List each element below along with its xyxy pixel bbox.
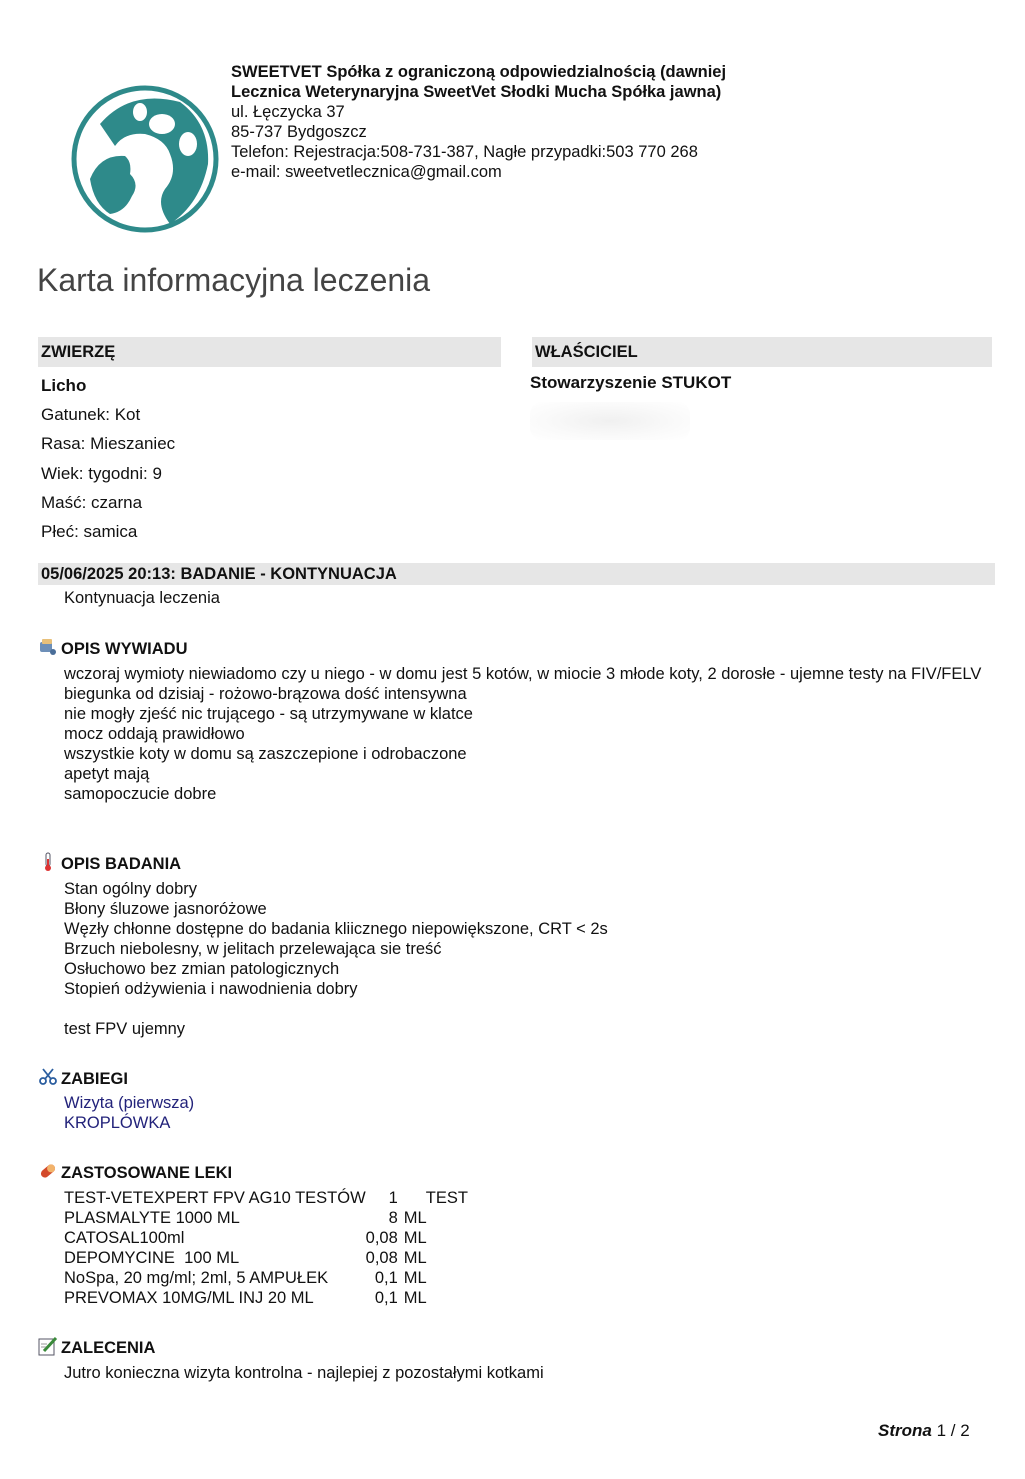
procedures-title: ZABIEGI [61,1070,128,1088]
history-line: wczoraj wymioty niewiadomo czy u niego - w domu jest 5 kotów, w miocie 3 młode koty, 2 dorosłe - ujemne testy na FIV/FELV [64,665,982,683]
drug-qty: 0,1 [374,1269,398,1287]
visit-header: 05/06/2025 20:13: BADANIE - KONTYNUACJA [38,563,995,585]
clinic-city: 85-737 Bydgoszcz [231,123,367,141]
drug-unit: ML [403,1269,427,1287]
exam-line: Stan ogólny dobry [64,880,198,898]
drug-row [64,1208,468,1228]
drug-unit: ML [403,1229,427,1247]
exam-line: test FPV ujemny [64,1020,186,1038]
exam-line: Węzły chłonne dostępne do badania kliicznego niepowiększone, CRT < 2s [64,920,608,938]
history-line: biegunka od dzisiaj - rożowo-brązowa dość intensywna [64,685,467,703]
recommendations-section-title [38,1336,155,1358]
drug-row [64,1288,468,1308]
procedures-section-title [38,1067,128,1089]
drug-name: PREVOMAX 10MG/ML INJ 20 ML [64,1289,314,1307]
drugs-table [64,1188,468,1308]
recommendations-text: Jutro konieczna wizyta kontrolna - najlepiej z pozostałymi kotkami [64,1364,544,1382]
exam-line: Stopień odżywienia i nawodnienia dobry [64,980,358,998]
owner-header: WŁAŚCICIEL [532,337,992,367]
drug-qty: 8 [388,1209,398,1227]
page-label: Strona [878,1421,932,1440]
drug-name: PLASMALYTE 1000 ML [64,1209,240,1227]
clinic-logo [70,84,220,234]
page-current: 1 [936,1421,947,1440]
drugs-section-title [38,1161,232,1183]
drug-row [64,1228,468,1248]
exam-line: Osłuchowo bez zmian patologicznych [64,960,340,978]
clinic-email: e-mail: sweetvetlecznica@gmail.com [231,163,502,181]
drug-qty: 0,1 [374,1289,398,1307]
clinic-name-line2: Lecznica Weterynaryjna SweetVet Słodki Mucha Spółka jawna) [231,83,722,101]
drug-row [64,1248,468,1268]
drug-unit: ML [403,1209,427,1227]
exam-line: Brzuch niebolesny, w jelitach przelewająca sie treść [64,940,442,958]
drug-name: TEST-VETEXPERT FPV AG10 TESTÓW [64,1189,366,1207]
drug-name: NoSpa, 20 mg/ml; 2ml, 5 AMPUŁEK [64,1269,329,1287]
exam-title: OPIS BADANIA [61,855,182,873]
animal-sex: Płeć: samica [41,522,138,542]
drugs-title: ZASTOSOWANE LEKI [61,1164,233,1182]
drug-name: CATOSAL100ml [64,1229,185,1247]
clinic-phone: Telefon: Rejestracja:508-731-387, Nagłe przypadki:503 770 268 [231,143,698,161]
drug-row [64,1268,468,1288]
drug-unit: ML [403,1289,427,1307]
scissors-icon [38,1067,58,1087]
history-line: samopoczucie dobre [64,785,217,803]
thermometer-icon [38,852,58,872]
pill-icon [38,1161,58,1181]
clinic-name-line1: SWEETVET Spółka z ograniczoną odpowiedzialnością (dawniej [231,63,727,81]
animal-age: Wiek: tygodni: 9 [41,463,162,483]
animal-header: ZWIERZĘ [38,337,501,367]
animal-color: Maść: czarna [41,492,143,512]
animal-details [41,371,175,546]
drug-unit: ML [403,1249,427,1267]
exam-section-title [38,852,181,874]
animal-name: Licho [41,376,87,395]
pencil-note-icon [38,1336,58,1356]
exam-line [64,999,608,1019]
procedure-item: Wizyta (pierwsza) [64,1094,195,1112]
drug-unit: TEST [425,1189,468,1207]
visit-description: Kontynuacja leczenia [64,589,220,607]
page-total: / 2 [950,1421,970,1440]
recommendations-title: ZALECENIA [61,1339,156,1357]
drug-qty: 1 [388,1189,398,1207]
owner-name: Stowarzyszenie STUKOT [530,373,732,392]
history-line: wszystkie koty w domu są zaszczepione i odrobaczone [64,745,467,763]
drug-qty: 0,08 [365,1229,398,1247]
drug-row [64,1188,468,1208]
drug-name: DEPOMYCINE 100 ML [64,1249,240,1267]
drug-qty: 0,08 [365,1249,398,1267]
redacted-owner-details [530,402,690,440]
history-line: apetyt mają [64,765,150,783]
history-title: OPIS WYWIADU [61,640,188,658]
history-icon [38,637,58,657]
history-text [64,664,999,804]
history-line: mocz oddają prawidłowo [64,725,245,743]
animal-species: Gatunek: Kot [41,405,141,425]
page-indicator [878,1421,970,1441]
procedures-list [64,1093,194,1133]
exam-text [64,879,608,1039]
clinic-info [231,62,726,182]
clinic-street: ul. Łęczycka 37 [231,103,345,121]
document-title: Karta informacyjna leczenia [37,262,431,298]
exam-line: Błony śluzowe jasnoróżowe [64,900,267,918]
procedure-item: KROPLÓWKA [64,1114,171,1132]
animal-breed: Rasa: Mieszaniec [41,434,176,454]
history-section-title [38,637,188,659]
history-line: nie mogły zjeść nic trującego - są utrzymywane w klatce [64,705,473,723]
